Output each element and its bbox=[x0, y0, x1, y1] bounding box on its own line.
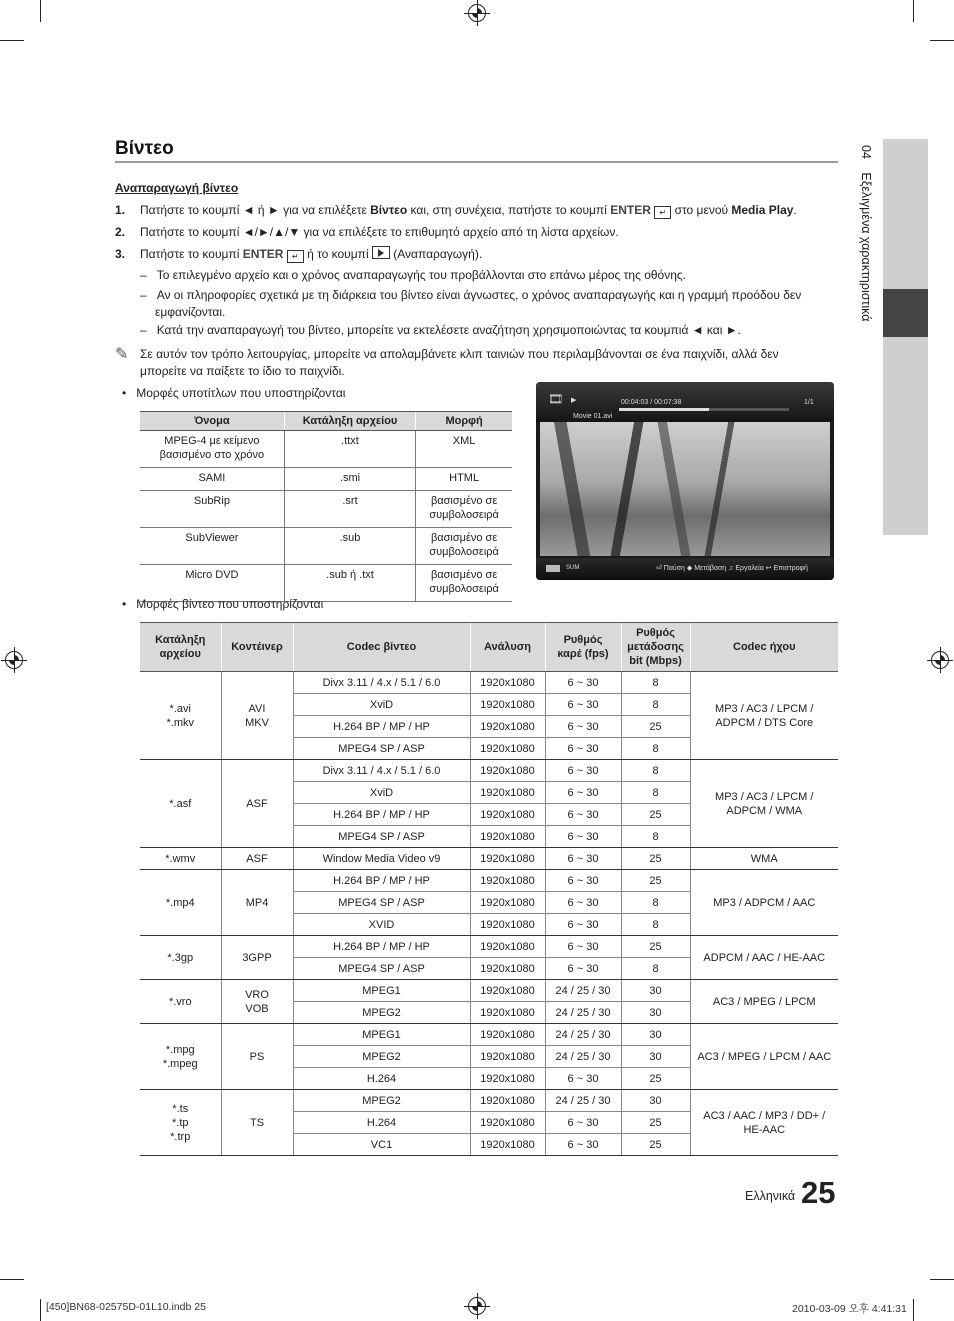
chapter-title: Εξελιγμένα χαρακτηριστικά bbox=[859, 172, 873, 322]
sum-label: SUM bbox=[566, 565, 580, 571]
table-row bbox=[140, 848, 838, 870]
file-extension-cell: *.avi *.mkv bbox=[140, 672, 221, 760]
table-cell: 6 ~ 30 bbox=[545, 1134, 621, 1156]
table-cell: MPEG4 SP / ASP bbox=[293, 826, 470, 848]
audio-codec-cell: ADPCM / AAC / HE-AAC bbox=[690, 936, 838, 980]
container-cell: 3GPP bbox=[221, 936, 293, 980]
table-cell: 1920x1080 bbox=[470, 1068, 545, 1090]
audio-codec-cell: AC3 / MPEG / LPCM bbox=[690, 980, 838, 1024]
table-cell: 1920x1080 bbox=[470, 694, 545, 716]
table-cell: MPEG-4 με κείμενο βασισμένο στο χρόνο bbox=[140, 431, 284, 468]
chapter-side-tab bbox=[853, 139, 928, 535]
container-cell: PS bbox=[221, 1024, 293, 1090]
play-icon: ▶ bbox=[571, 397, 577, 404]
table-cell: 1920x1080 bbox=[470, 914, 545, 936]
table-cell: XviD bbox=[293, 782, 470, 804]
table-cell: .sub bbox=[284, 528, 415, 565]
audio-codec-cell: AC3 / MPEG / LPCM / AAC bbox=[690, 1024, 838, 1090]
page-number: 25 bbox=[801, 1175, 836, 1210]
footer-language: Ελληνικά bbox=[745, 1189, 796, 1203]
column-header: Ρυθμός καρέ (fps) bbox=[545, 623, 621, 672]
table-cell: 25 bbox=[621, 1112, 690, 1134]
container-cell: ASF bbox=[221, 760, 293, 848]
subtitle-formats-table bbox=[140, 411, 512, 602]
table-cell: SAMI bbox=[140, 468, 284, 491]
table-cell: 6 ~ 30 bbox=[545, 892, 621, 914]
container-cell: VRO VOB bbox=[221, 980, 293, 1024]
table-cell: βασισμένο σε συμβολοσειρά bbox=[416, 565, 512, 602]
chapter-number: 04 bbox=[859, 145, 873, 159]
table-cell: 6 ~ 30 bbox=[545, 914, 621, 936]
table-cell: 1920x1080 bbox=[470, 672, 545, 694]
enter-icon: ↵ bbox=[654, 206, 671, 219]
table-row bbox=[140, 431, 512, 468]
table-cell: MPEG2 bbox=[293, 1002, 470, 1024]
table-cell: HTML bbox=[416, 468, 512, 491]
container-cell: TS bbox=[221, 1090, 293, 1156]
table-cell: XviD bbox=[293, 694, 470, 716]
table-cell: 1920x1080 bbox=[470, 738, 545, 760]
table-cell: 30 bbox=[621, 980, 690, 1002]
media-play-screen bbox=[536, 382, 834, 580]
file-count: 1/1 bbox=[804, 399, 814, 406]
table-cell: SubViewer bbox=[140, 528, 284, 565]
dash-item-cont: εμφανίζονται. bbox=[155, 305, 226, 319]
table-cell: 24 / 25 / 30 bbox=[545, 980, 621, 1002]
table-cell: H.264 BP / MP / HP bbox=[293, 870, 470, 892]
table-cell: 1920x1080 bbox=[470, 804, 545, 826]
print-info-file: [450]BN68-02575D-01L10.indb 25 bbox=[46, 1301, 206, 1313]
audio-codec-cell: MP3 / AC3 / LPCM / ADPCM / DTS Core bbox=[690, 672, 838, 760]
enter-icon: ↵ bbox=[287, 250, 304, 263]
column-header: Codec βίντεο bbox=[293, 623, 470, 672]
table-cell: 1920x1080 bbox=[470, 1024, 545, 1046]
file-extension-cell: *.vro bbox=[140, 980, 221, 1024]
table-cell: 6 ~ 30 bbox=[545, 804, 621, 826]
table-cell: .smi bbox=[284, 468, 415, 491]
table-cell: Divx 3.11 / 4.x / 5.1 / 6.0 bbox=[293, 760, 470, 782]
sum-icon bbox=[546, 565, 560, 572]
column-header: Μορφή bbox=[416, 412, 512, 431]
table-row bbox=[140, 980, 838, 1002]
table-cell: MPEG2 bbox=[293, 1090, 470, 1112]
table-cell: 6 ~ 30 bbox=[545, 936, 621, 958]
column-header: Κατάληξη αρχείου bbox=[284, 412, 415, 431]
audio-codec-cell: MP3 / AC3 / LPCM / ADPCM / WMA bbox=[690, 760, 838, 848]
table-cell: 30 bbox=[621, 1024, 690, 1046]
table-cell: H.264 BP / MP / HP bbox=[293, 804, 470, 826]
table-cell: MPEG1 bbox=[293, 1024, 470, 1046]
table-cell: 6 ~ 30 bbox=[545, 870, 621, 892]
page-title: Βίντεο bbox=[115, 138, 174, 159]
table-row bbox=[140, 491, 512, 528]
table-cell: βασισμένο σε συμβολοσειρά bbox=[416, 491, 512, 528]
registration-mark-icon bbox=[468, 4, 486, 22]
table-cell: 1920x1080 bbox=[470, 936, 545, 958]
table-cell: 25 bbox=[621, 1068, 690, 1090]
side-tab-label bbox=[859, 145, 873, 321]
table-cell: XML bbox=[416, 431, 512, 468]
table-cell: MPEG4 SP / ASP bbox=[293, 738, 470, 760]
table-cell: 8 bbox=[621, 760, 690, 782]
video-icon: 🎞 bbox=[548, 392, 564, 406]
table-cell: 24 / 25 / 30 bbox=[545, 1002, 621, 1024]
table-cell: 8 bbox=[621, 782, 690, 804]
table-cell: 8 bbox=[621, 826, 690, 848]
column-header: Ρυθμός μετάδοσης bit (Mbps) bbox=[621, 623, 690, 672]
title-divider bbox=[115, 161, 838, 163]
table-cell: 8 bbox=[621, 694, 690, 716]
table-cell: .ttxt bbox=[284, 431, 415, 468]
table-cell: 24 / 25 / 30 bbox=[545, 1090, 621, 1112]
table-cell: MPEG4 SP / ASP bbox=[293, 892, 470, 914]
file-extension-cell: *.3gp bbox=[140, 936, 221, 980]
table-cell: VC1 bbox=[293, 1134, 470, 1156]
table-cell: 1920x1080 bbox=[470, 782, 545, 804]
table-cell: 24 / 25 / 30 bbox=[545, 1024, 621, 1046]
table-cell: 30 bbox=[621, 1002, 690, 1024]
table-cell: MPEG4 SP / ASP bbox=[293, 958, 470, 980]
table-cell: MPEG2 bbox=[293, 1046, 470, 1068]
table-cell: 25 bbox=[621, 716, 690, 738]
table-cell: H.264 bbox=[293, 1068, 470, 1090]
container-cell: MP4 bbox=[221, 870, 293, 936]
table-row bbox=[140, 528, 512, 565]
table-row bbox=[140, 1090, 838, 1112]
table-cell: XVID bbox=[293, 914, 470, 936]
table-cell: 1920x1080 bbox=[470, 1002, 545, 1024]
registration-mark-icon bbox=[931, 651, 949, 669]
column-header: Κοντέινερ bbox=[221, 623, 293, 672]
file-extension-cell: *.ts *.tp *.trp bbox=[140, 1090, 221, 1156]
table-cell: Divx 3.11 / 4.x / 5.1 / 6.0 bbox=[293, 672, 470, 694]
column-header: Codec ήχου bbox=[690, 623, 838, 672]
table-cell: 6 ~ 30 bbox=[545, 1112, 621, 1134]
table-cell: 6 ~ 30 bbox=[545, 716, 621, 738]
audio-codec-cell: MP3 / ADPCM / AAC bbox=[690, 870, 838, 936]
table-row bbox=[140, 870, 838, 892]
file-extension-cell: *.mpg *.mpeg bbox=[140, 1024, 221, 1090]
table-cell: 6 ~ 30 bbox=[545, 826, 621, 848]
table-row bbox=[140, 1024, 838, 1046]
table-cell: 1920x1080 bbox=[470, 1090, 545, 1112]
dash-item: – Το επιλεγμένο αρχείο και ο χρόνος αναπαραγωγής του προβάλλονται στο επάνω μέρος της οθόνης. bbox=[140, 268, 687, 282]
table-cell: 25 bbox=[621, 870, 690, 892]
table-cell: 8 bbox=[621, 892, 690, 914]
table-cell: H.264 BP / MP / HP bbox=[293, 716, 470, 738]
table-cell: 1920x1080 bbox=[470, 826, 545, 848]
video-formats-table bbox=[140, 622, 838, 1156]
giraffe-video-frame bbox=[540, 422, 830, 556]
dash-item: – Κατά την αναπαραγωγή του βίντεο, μπορείτε να εκτελέσετε αναζήτηση χρησιμοποιώντας τα κουμπιά ◄ και ►. bbox=[140, 323, 741, 337]
table-cell: 24 / 25 / 30 bbox=[545, 1046, 621, 1068]
table-cell: 1920x1080 bbox=[470, 1134, 545, 1156]
table-cell: 8 bbox=[621, 914, 690, 936]
audio-codec-cell: AC3 / AAC / MP3 / DD+ / HE-AAC bbox=[690, 1090, 838, 1156]
column-header: Ανάλυση bbox=[470, 623, 545, 672]
table-cell: .sub ή .txt bbox=[284, 565, 415, 602]
table-cell: 6 ~ 30 bbox=[545, 738, 621, 760]
file-extension-cell: *.wmv bbox=[140, 848, 221, 870]
audio-codec-cell: WMA bbox=[690, 848, 838, 870]
table-cell: 6 ~ 30 bbox=[545, 694, 621, 716]
table-cell: 6 ~ 30 bbox=[545, 958, 621, 980]
table-cell: Micro DVD bbox=[140, 565, 284, 602]
note-text: μπορείτε να παίξετε το ίδιο το παιχνίδι. bbox=[140, 364, 345, 378]
table-cell: 6 ~ 30 bbox=[545, 848, 621, 870]
table-cell: 25 bbox=[621, 1134, 690, 1156]
table-cell: 30 bbox=[621, 1090, 690, 1112]
table-cell: 8 bbox=[621, 958, 690, 980]
table-cell: 8 bbox=[621, 672, 690, 694]
table-cell: βασισμένο σε συμβολοσειρά bbox=[416, 528, 512, 565]
table-cell: 1920x1080 bbox=[470, 848, 545, 870]
registration-mark-icon bbox=[468, 1297, 486, 1315]
table-cell: 6 ~ 30 bbox=[545, 782, 621, 804]
registration-mark-icon bbox=[5, 651, 23, 669]
container-cell: ASF bbox=[221, 848, 293, 870]
table-row bbox=[140, 468, 512, 491]
table-cell: 6 ~ 30 bbox=[545, 760, 621, 782]
file-extension-cell: *.asf bbox=[140, 760, 221, 848]
table-cell: 1920x1080 bbox=[470, 958, 545, 980]
table-cell: 25 bbox=[621, 848, 690, 870]
container-cell: AVI MKV bbox=[221, 672, 293, 760]
dash-item: – Αν οι πληροφορίες σχετικά με τη διάρκεια του βίντεο είναι άγνωστες, ο χρόνος αναπαραγωγής και η γραμμή προόδου δεν bbox=[140, 288, 802, 302]
column-header: Όνομα bbox=[140, 412, 284, 431]
file-extension-cell: *.mp4 bbox=[140, 870, 221, 936]
note-text: Σε αυτόν τον τρόπο λειτουργίας, μπορείτε να απολαμβάνετε κλιπ ταινιών που περιλαμβάνονται σε ένα παιχνίδι, αλλά δεν bbox=[140, 347, 779, 361]
playback-time: 00:04:03 / 00:07:38 bbox=[621, 399, 682, 406]
table-cell: 1920x1080 bbox=[470, 1046, 545, 1068]
section-heading: Αναπαραγωγή βίντεο bbox=[115, 181, 239, 195]
playback-progress bbox=[619, 408, 789, 411]
table-cell: H.264 bbox=[293, 1112, 470, 1134]
play-icon bbox=[372, 246, 390, 259]
table-row bbox=[140, 760, 838, 782]
table-cell: 25 bbox=[621, 804, 690, 826]
table-cell: 1920x1080 bbox=[470, 870, 545, 892]
file-name: Movie 01.avi bbox=[573, 413, 613, 420]
subtitle-bullet: • Μορφές υποτίτλων που υποστηρίζονται bbox=[122, 386, 346, 400]
column-header: Κατάληξη αρχείου bbox=[140, 623, 221, 672]
table-cell: MPEG1 bbox=[293, 980, 470, 1002]
video-bullet: • Μορφές βίντεο που υποστηρίζονται bbox=[122, 597, 324, 611]
table-cell: SubRip bbox=[140, 491, 284, 528]
table-cell: Window Media Video v9 bbox=[293, 848, 470, 870]
table-cell: 30 bbox=[621, 1046, 690, 1068]
table-cell: 1920x1080 bbox=[470, 760, 545, 782]
table-cell: 25 bbox=[621, 936, 690, 958]
table-cell: 6 ~ 30 bbox=[545, 672, 621, 694]
table-row bbox=[140, 936, 838, 958]
note-pencil-icon: ✎ bbox=[115, 346, 129, 363]
table-cell: H.264 BP / MP / HP bbox=[293, 936, 470, 958]
table-cell: 1920x1080 bbox=[470, 1112, 545, 1134]
table-cell: 1920x1080 bbox=[470, 716, 545, 738]
table-cell: .srt bbox=[284, 491, 415, 528]
table-cell: 1920x1080 bbox=[470, 980, 545, 1002]
table-row bbox=[140, 672, 838, 694]
control-hints: ⏎ Παύση ◆ Μετάβαση ♫ Εργαλεία ↩ Επιστροφή bbox=[656, 565, 808, 572]
print-info-date: 2010-03-09 오후 4:41:31 bbox=[792, 1303, 907, 1315]
table-cell: 1920x1080 bbox=[470, 892, 545, 914]
table-cell: 6 ~ 30 bbox=[545, 1068, 621, 1090]
table-cell: 8 bbox=[621, 738, 690, 760]
